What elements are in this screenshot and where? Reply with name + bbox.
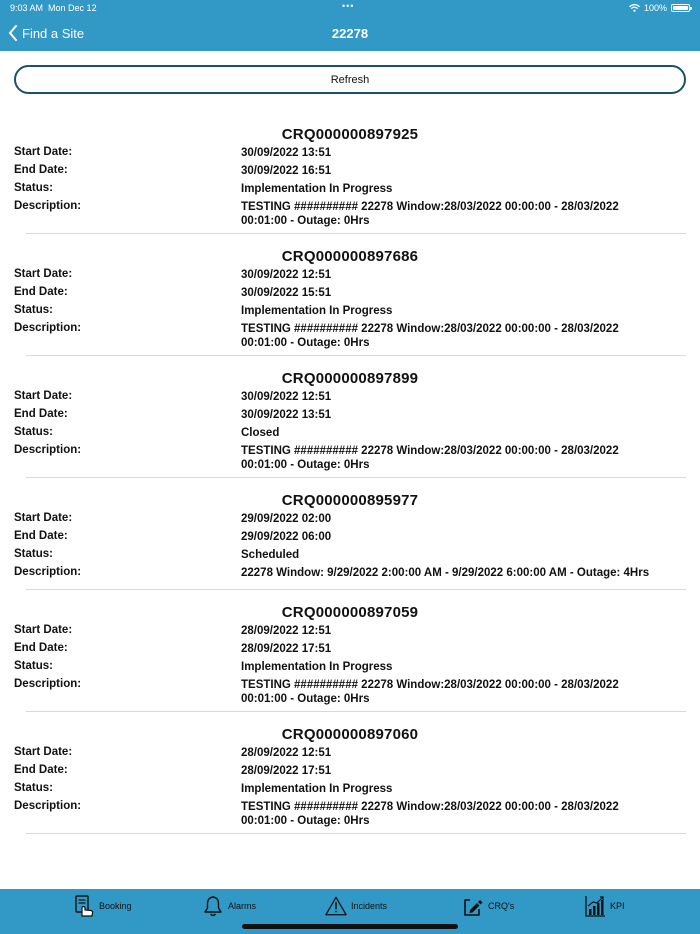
- crq-description-value: TESTING ########## 22278 Window:28/03/2022 00:00:00 - 28/03/2022 00:01:00 - Outage: 0Hrs: [241, 201, 619, 227]
- tab-label: Alarms: [228, 901, 257, 911]
- crq-description-value: 22278 Window: 9/29/2022 2:00:00 AM - 9/29/2022 6:00:00 AM - Outage: 4Hrs: [241, 567, 650, 579]
- crq-id: CRQ000000897059: [281, 604, 419, 621]
- crq-end-row: [0, 164, 700, 182]
- crq-description-label: Description:: [14, 200, 82, 212]
- crq-status-row: [0, 660, 700, 678]
- page-title: 22278: [331, 26, 369, 41]
- crq-end-value: 28/09/2022 17:51: [241, 765, 332, 777]
- crq-status-value: Scheduled: [241, 549, 300, 561]
- crq-status-value: Closed: [241, 427, 280, 439]
- divider: [26, 833, 686, 834]
- crq-start-value: 30/09/2022 12:51: [241, 391, 332, 403]
- status-time: 9:03 AM Mon Dec 12: [10, 3, 97, 13]
- divider: [26, 711, 686, 712]
- battery-percent: 100%: [643, 3, 667, 13]
- crq-card[interactable]: [0, 488, 700, 590]
- tab-label: CRQ's: [488, 901, 515, 911]
- crq-card[interactable]: [0, 366, 700, 478]
- status-right: [629, 3, 690, 13]
- crq-status-value: Implementation In Progress: [241, 783, 393, 795]
- divider: [26, 355, 686, 356]
- crq-start-label: Start Date:: [14, 624, 73, 636]
- crq-start-value: 30/09/2022 13:51: [241, 147, 332, 159]
- crq-id: CRQ000000897925: [281, 126, 419, 143]
- crq-description-label: Description:: [14, 566, 82, 578]
- crq-status-label: Status:: [14, 548, 53, 560]
- crq-status-label: Status:: [14, 182, 53, 194]
- crq-end-row: [0, 408, 700, 426]
- crq-start-row: [0, 624, 700, 642]
- refresh-button[interactable]: Refresh: [14, 65, 686, 94]
- warning-icon: [325, 895, 347, 917]
- crq-description-row: [0, 800, 700, 828]
- crq-end-label: End Date:: [14, 164, 68, 176]
- multitasking-dots[interactable]: •••: [342, 1, 355, 11]
- tab-incidents[interactable]: [325, 895, 387, 917]
- crq-id: CRQ000000897060: [281, 726, 419, 743]
- kpi-chart-icon: [584, 895, 606, 917]
- crq-description-value: TESTING ########## 22278 Window:28/03/2022 00:00:00 - 28/03/2022 00:01:00 - Outage: 0Hrs: [241, 801, 619, 827]
- crq-card[interactable]: [0, 244, 700, 356]
- crq-status-row: [0, 548, 700, 566]
- crq-status-row: [0, 182, 700, 200]
- divider: [26, 477, 686, 478]
- divider: [26, 589, 686, 590]
- tab-label: Booking: [99, 901, 132, 911]
- crq-end-row: [0, 530, 700, 548]
- crq-end-value: 30/09/2022 15:51: [241, 287, 332, 299]
- crq-status-row: [0, 304, 700, 322]
- crq-description-label: Description:: [14, 444, 82, 456]
- crq-end-label: End Date:: [14, 408, 68, 420]
- crq-status-value: Implementation In Progress: [241, 305, 393, 317]
- battery-icon: [671, 4, 690, 12]
- crq-start-value: 28/09/2022 12:51: [241, 747, 332, 759]
- crq-end-value: 29/09/2022 06:00: [241, 531, 332, 543]
- crq-end-row: [0, 286, 700, 304]
- crq-end-label: End Date:: [14, 642, 68, 654]
- crq-start-row: [0, 146, 700, 164]
- tab-crqs[interactable]: [462, 895, 514, 917]
- crq-start-label: Start Date:: [14, 146, 73, 158]
- crq-end-label: End Date:: [14, 764, 68, 776]
- crq-end-label: End Date:: [14, 530, 68, 542]
- tab-kpi[interactable]: [584, 895, 625, 917]
- tab-alarms[interactable]: [202, 895, 256, 917]
- crq-start-label: Start Date:: [14, 746, 73, 758]
- crq-description-row: [0, 678, 700, 706]
- crq-end-label: End Date:: [14, 286, 68, 298]
- crq-icon: [462, 895, 484, 917]
- crq-status-label: Status:: [14, 304, 53, 316]
- crq-end-value: 30/09/2022 13:51: [241, 409, 332, 421]
- crq-end-value: 28/09/2022 17:51: [241, 643, 332, 655]
- crq-start-row: [0, 390, 700, 408]
- crq-status-value: Implementation In Progress: [241, 661, 393, 673]
- home-indicator[interactable]: [242, 924, 458, 929]
- crq-id: CRQ000000897899: [281, 370, 419, 387]
- back-label: Find a Site: [22, 25, 85, 41]
- crq-description-value: TESTING ########## 22278 Window:28/03/2022 00:00:00 - 28/03/2022 00:01:00 - Outage: 0Hrs: [241, 323, 619, 349]
- bell-icon: [202, 895, 224, 917]
- navigation-bar: [0, 17, 700, 51]
- crq-start-row: [0, 268, 700, 286]
- booking-icon: [73, 895, 95, 917]
- crq-status-value: Implementation In Progress: [241, 183, 393, 195]
- crq-description-label: Description:: [14, 678, 82, 690]
- crq-start-value: 30/09/2022 12:51: [241, 269, 332, 281]
- wifi-icon: [629, 4, 640, 12]
- crq-start-label: Start Date:: [14, 512, 73, 524]
- crq-card[interactable]: [0, 722, 700, 834]
- crq-description-row: [0, 566, 700, 584]
- tab-label: Incidents: [351, 901, 388, 911]
- crq-description-row: [0, 444, 700, 472]
- crq-start-row: [0, 512, 700, 530]
- crq-start-value: 29/09/2022 02:00: [241, 513, 332, 525]
- crq-description-value: TESTING ########## 22278 Window:28/03/2022 00:00:00 - 28/03/2022 00:01:00 - Outage: 0Hrs: [241, 445, 619, 471]
- crq-id: CRQ000000897686: [281, 248, 419, 265]
- crq-card[interactable]: [0, 600, 700, 712]
- crq-start-label: Start Date:: [14, 268, 73, 280]
- crq-description-row: [0, 322, 700, 350]
- crq-status-label: Status:: [14, 660, 53, 672]
- crq-status-label: Status:: [14, 426, 53, 438]
- crq-description-label: Description:: [14, 800, 82, 812]
- crq-start-value: 28/09/2022 12:51: [241, 625, 332, 637]
- crq-end-row: [0, 764, 700, 782]
- crq-description-row: [0, 200, 700, 228]
- crq-description-value: TESTING ########## 22278 Window:28/03/2022 00:00:00 - 28/03/2022 00:01:00 - Outage: 0Hrs: [241, 679, 619, 705]
- crq-status-label: Status:: [14, 782, 53, 794]
- crq-start-label: Start Date:: [14, 390, 73, 402]
- divider: [26, 233, 686, 234]
- crq-list[interactable]: [0, 122, 700, 877]
- crq-status-row: [0, 426, 700, 444]
- crq-card[interactable]: [0, 122, 700, 234]
- status-bar: [0, 0, 700, 17]
- crq-end-row: [0, 642, 700, 660]
- crq-status-row: [0, 782, 700, 800]
- tab-booking[interactable]: [73, 895, 132, 917]
- crq-description-label: Description:: [14, 322, 82, 334]
- tab-label: KPI: [610, 901, 625, 911]
- crq-end-value: 30/09/2022 16:51: [241, 165, 332, 177]
- crq-start-row: [0, 746, 700, 764]
- crq-id: CRQ000000895977: [281, 492, 419, 509]
